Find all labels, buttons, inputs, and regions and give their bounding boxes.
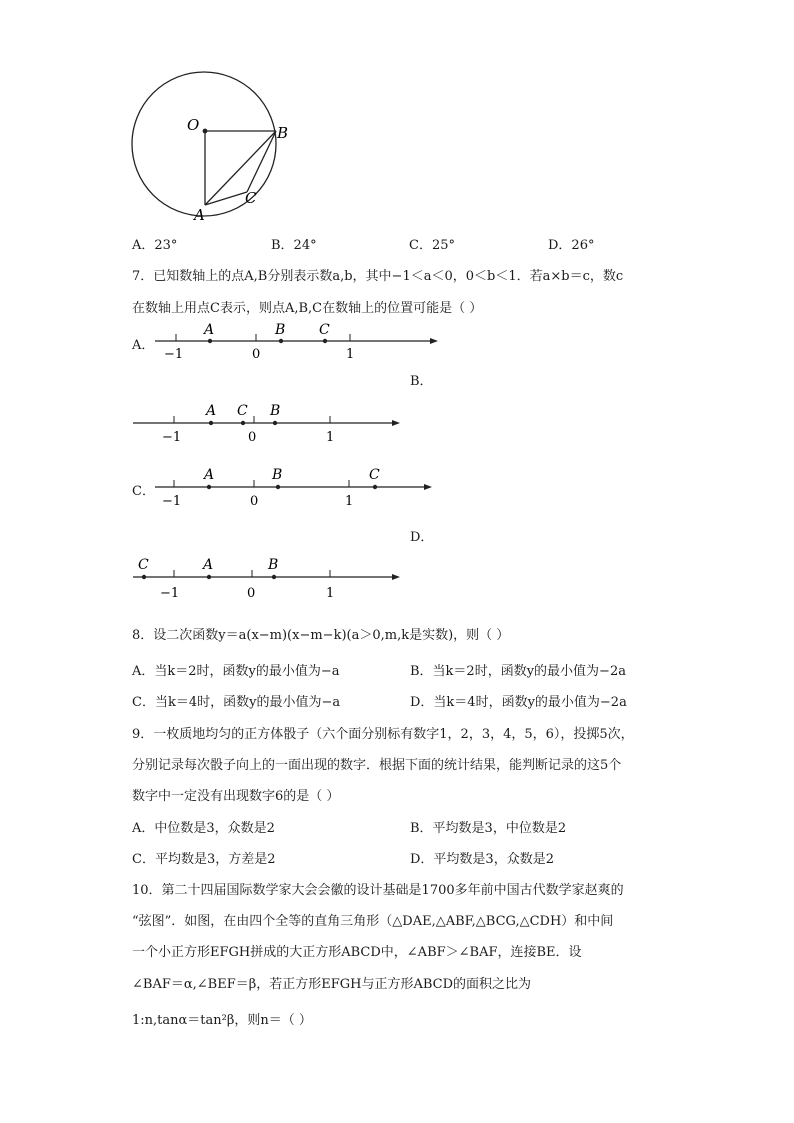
svg-text:A: A (206, 403, 217, 419)
svg-text:C: C (237, 403, 248, 419)
svg-text:A: A (204, 322, 215, 338)
q9-stem-line1: 9．一枚质地均匀的正方体骰子（六个面分别标有数字1，2，3，4，5，6），投掷5次， (132, 727, 634, 742)
q10-stem-line2: “弦图”．如图，在由四个全等的直角三角形（△DAE,△ABF,△BCG,△CDH）和中间 (132, 914, 614, 929)
q10-stem-line1: 10．第二十四届国际数学家大会会徽的设计基础是1700多年前中国古代数学家赵爽的 (132, 883, 624, 898)
q9-option-c[interactable]: C．平均数是3，方差是2 (132, 852, 276, 867)
label-c: C (245, 189, 257, 207)
svg-text:A: A (203, 557, 214, 573)
q10-stem-line3: 一个小正方形EFGH拼成的大正方形ABCD中，∠ABF＞∠BAF，连接BE．设 (132, 945, 582, 960)
svg-text:−1: −1 (162, 494, 182, 509)
svg-text:B: B (272, 467, 283, 483)
svg-text:C: C (369, 467, 380, 483)
number-line-c (150, 462, 440, 510)
label-b: B (277, 124, 289, 142)
svg-text:1: 1 (346, 347, 355, 362)
q10-stem-line5: 1:n,tanα＝tan²β，则n＝（ ） (132, 1013, 312, 1028)
svg-text:0: 0 (252, 347, 261, 362)
svg-text:B: B (270, 403, 281, 419)
segment-cb (247, 131, 276, 192)
q8-stem: 8．设二次函数y＝a(x−m)(x−m−k)(a＞0,m,k是实数)，则（ ） (132, 628, 510, 643)
label-a: A (194, 206, 205, 224)
q9-stem-line2: 分别记录每次骰子向上的一面出现的数字．根据下面的统计结果，能判断记录的这5个 (132, 758, 622, 773)
number-line-d (128, 552, 408, 602)
svg-text:1: 1 (326, 430, 335, 445)
q7-option-c-label[interactable]: C． (132, 484, 155, 499)
q8-option-b[interactable]: B．当k＝2时，函数y的最小值为−2a (410, 664, 626, 679)
q8-option-d[interactable]: D．当k＝4时，函数y的最小值为−2a (410, 695, 627, 710)
svg-text:−1: −1 (162, 430, 182, 445)
svg-text:B: B (268, 557, 279, 573)
svg-text:1: 1 (326, 586, 335, 601)
q6-option-d[interactable]: D．26° (548, 238, 595, 253)
svg-text:1: 1 (345, 494, 354, 509)
q8-option-c[interactable]: C．当k＝4时，函数y的最小值为−a (132, 695, 341, 710)
point-o (203, 129, 208, 134)
number-line-b (128, 398, 408, 446)
q9-option-a[interactable]: A．中位数是3，众数是2 (132, 821, 275, 836)
q9-option-d[interactable]: D．平均数是3，众数是2 (410, 852, 554, 867)
q6-option-a[interactable]: A．23° (132, 238, 178, 253)
q8-option-a[interactable]: A．当k＝2时，函数y的最小值为−a (132, 664, 340, 679)
q10-stem-line4: ∠BAF＝α,∠BEF＝β，若正方形EFGH与正方形ABCD的面积之比为 (132, 977, 532, 992)
svg-text:C: C (319, 322, 330, 338)
q6-option-c[interactable]: C．25° (409, 238, 455, 253)
svg-text:B: B (275, 322, 286, 338)
svg-text:0: 0 (250, 494, 259, 509)
q9-option-b[interactable]: B．平均数是3，中位数是2 (410, 821, 567, 836)
svg-text:−1: −1 (160, 586, 180, 601)
q7-stem-line1: 7．已知数轴上的点A,B分别表示数a,b，其中−1＜a＜0，0＜b＜1．若a×b＝c，数c (132, 269, 624, 284)
svg-text:0: 0 (247, 586, 256, 601)
svg-text:A: A (204, 467, 215, 483)
q7-option-a-label[interactable]: A． (132, 338, 155, 353)
q7-option-b-label[interactable]: B． (410, 374, 433, 389)
q9-stem-line3: 数字中一定没有出现数字6的是（ ） (132, 789, 340, 804)
label-o: O (187, 116, 200, 134)
svg-text:0: 0 (248, 430, 257, 445)
q7-stem-line2: 在数轴上用点C表示，则点A,B,C在数轴上的位置可能是（ ） (132, 301, 483, 316)
q7-option-d-label[interactable]: D． (410, 530, 434, 545)
q6-option-b[interactable]: B．24° (271, 238, 317, 253)
svg-text:C: C (138, 557, 149, 573)
svg-text:−1: −1 (164, 347, 184, 362)
circle-figure (128, 68, 308, 228)
number-line-a (150, 318, 445, 364)
